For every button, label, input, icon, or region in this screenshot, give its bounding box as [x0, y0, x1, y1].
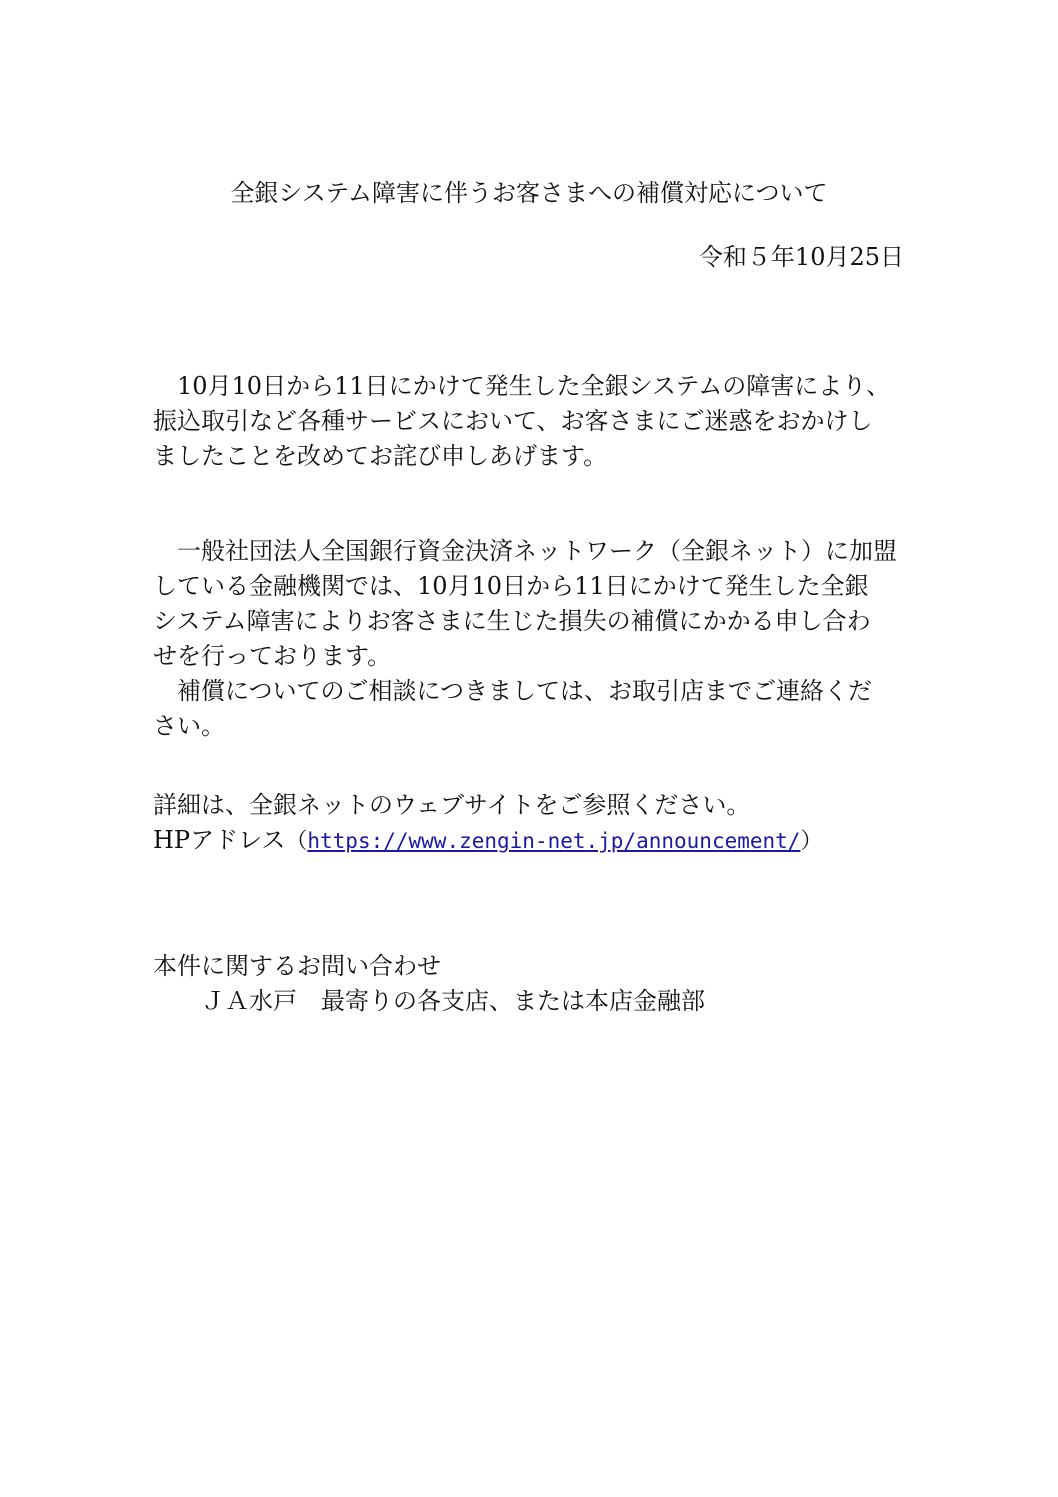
paragraph-line: さい。 [153, 712, 225, 740]
details-section [153, 788, 913, 859]
paragraph-line: 10月10日から11日にかけて発生した全銀システムの障害により、 [177, 372, 891, 400]
compensation-paragraph [153, 534, 913, 744]
paragraph-line: 補償についてのご相談につきましては、お取引店までご連絡くだ [177, 677, 873, 705]
open-paren: （ [285, 829, 308, 854]
paragraph-line: せを行っております。 [153, 642, 392, 670]
hp-address-line [153, 823, 913, 859]
hp-address-label: HPアドレス [153, 826, 286, 854]
paragraph-line: システム障害によりお客さまに生じた損失の補償にかかる申し合わ [153, 607, 871, 635]
paragraph-line: 振込取引など各種サービスにおいて、お客さまにご迷惑をおかけし [153, 407, 873, 435]
contact-body: ＪＡ水戸 最寄りの各支店、または本店金融部 [201, 987, 705, 1015]
paragraph-line: している金融機関では、10月10日から11日にかけて発生した全銀 [153, 572, 869, 600]
details-text: 詳細は、全銀ネットのウェブサイトをご参照ください。 [153, 791, 751, 819]
paragraph-line: 一般社団法人全国銀行資金決済ネットワーク（全銀ネット）に加盟 [177, 537, 897, 565]
contact-heading: 本件に関するお問い合わせ [153, 952, 441, 980]
close-paren: ） [800, 829, 823, 854]
announcement-link[interactable]: https://www.zengin-net.jp/announcement/ [307, 829, 801, 853]
contact-section [153, 949, 913, 1019]
paragraph-line: ましたことを改めてお詫び申しあげます。 [153, 442, 608, 470]
document-date: 令和５年10月25日 [698, 243, 904, 271]
apology-paragraph [153, 369, 913, 474]
document-title: 全銀システム障害に伴うお客さまへの補償対応について [230, 179, 828, 207]
